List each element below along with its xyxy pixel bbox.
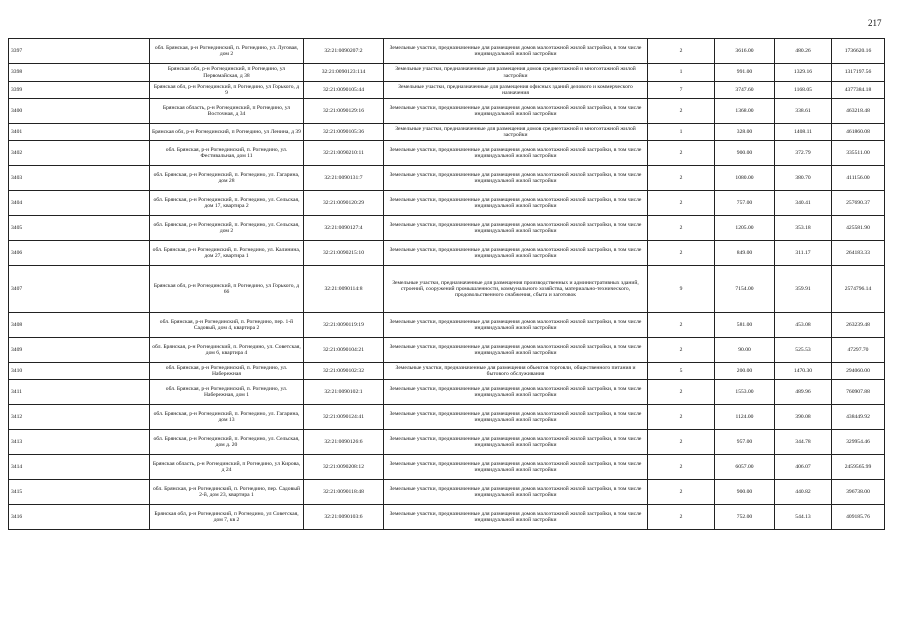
table-row (9, 430, 885, 455)
unit-value-cell: 338.61 (775, 99, 832, 124)
cadastral-value-cell: 2574796.14 (832, 266, 885, 313)
table-row (9, 64, 885, 82)
land-use-cell: Земельные участки, предназначенные для размещения домов малоэтажной жилой застройки, в том числе индивидуальной жилой застройки (384, 166, 648, 191)
table-row (9, 338, 885, 363)
land-use-cell: Земельные участки, предназначенные для размещения домов малоэтажной жилой застройки, в том числе индивидуальной жилой застройки (384, 505, 648, 530)
table-row (9, 241, 885, 266)
cadastral-value-cell: 425581.90 (832, 216, 885, 241)
unit-value-cell: 489.96 (775, 380, 832, 405)
land-use-cell: Земельные участки, предназначенные для размещения домов малоэтажной жилой застройки, в том числе индивидуальной жилой застройки (384, 313, 648, 338)
area-cell: 849.00 (715, 241, 775, 266)
address-cell: Брянская обл, р-н Рогнединский, п Рогнедино, ул Первомайская, д 38 (150, 64, 304, 82)
cadastral-number-cell: 32:21:0090114:8 (304, 266, 384, 313)
group-cell: 1 (648, 124, 715, 141)
area-cell: 1124.00 (715, 405, 775, 430)
row-number-cell: 3403 (9, 166, 150, 191)
area-cell: 1080.00 (715, 166, 775, 191)
cadastral-number-cell: 32:21:0090126:6 (304, 430, 384, 455)
table-row (9, 99, 885, 124)
cadastral-value-cell: 409185.76 (832, 505, 885, 530)
unit-value-cell: 311.17 (775, 241, 832, 266)
area-cell: 900.00 (715, 141, 775, 166)
land-use-cell: Земельные участки, предназначенные для размещения домов среднеэтажной и многоэтажной жилой застройки (384, 64, 648, 82)
cadastral-value-cell: 396738.00 (832, 480, 885, 505)
address-cell: обл. Брянская, р-н Рогнединский, п. Рогнедино, ул. Фестивальная, дом 11 (150, 141, 304, 166)
group-cell: 2 (648, 338, 715, 363)
land-use-cell: Земельные участки, предназначенные для размещения домов малоэтажной жилой застройки, в том числе индивидуальной жилой застройки (384, 405, 648, 430)
unit-value-cell: 372.79 (775, 141, 832, 166)
row-number-cell: 3411 (9, 380, 150, 405)
unit-value-cell: 480.26 (775, 39, 832, 64)
cadastral-number-cell: 32:21:0090215:10 (304, 241, 384, 266)
area-cell: 1368.00 (715, 99, 775, 124)
group-cell: 2 (648, 480, 715, 505)
group-cell: 2 (648, 313, 715, 338)
cadastral-value-cell: 257690.37 (832, 191, 885, 216)
cadastral-value-cell: 294060.00 (832, 363, 885, 380)
table-row (9, 313, 885, 338)
cadastral-value-cell: 438449.92 (832, 405, 885, 430)
group-cell: 2 (648, 166, 715, 191)
unit-value-cell: 1408.11 (775, 124, 832, 141)
row-number-cell: 3405 (9, 216, 150, 241)
group-cell: 5 (648, 363, 715, 380)
address-cell: обл. Брянская, р-н Рогнединский, п. Рогнедино, ул. Сельская, дом 17, квартира 2 (150, 191, 304, 216)
address-cell: обл. Брянская, р-н Рогнединский, п. Рогнедино, ул. Гагарина, дом 28 (150, 166, 304, 191)
area-cell: 1553.00 (715, 380, 775, 405)
area-cell: 3616.00 (715, 39, 775, 64)
group-cell: 7 (648, 82, 715, 99)
group-cell: 2 (648, 39, 715, 64)
cadastral-value-cell: 1317197.56 (832, 64, 885, 82)
cadastral-number-cell: 32:21:0090102:32 (304, 363, 384, 380)
cadastral-number-cell: 32:21:0090210:11 (304, 141, 384, 166)
land-use-cell: Земельные участки, предназначенные для размещения домов малоэтажной жилой застройки, в том числе индивидуальной жилой застройки (384, 241, 648, 266)
unit-value-cell: 344.78 (775, 430, 832, 455)
area-cell: 752.00 (715, 505, 775, 530)
row-number-cell: 3412 (9, 405, 150, 430)
area-cell: 991.00 (715, 64, 775, 82)
table-row (9, 266, 885, 313)
row-number-cell: 3397 (9, 39, 150, 64)
row-number-cell: 3413 (9, 430, 150, 455)
address-cell: Брянская область, р-н Рогнединский, п Рогнедино, ул Восточная, д 34 (150, 99, 304, 124)
land-use-cell: Земельные участки, предназначенные для размещения домов малоэтажной жилой застройки, в том числе индивидуальной жилой застройки (384, 191, 648, 216)
address-cell: обл. Брянская, р-н Рогнединский, п. Рогнедино, ул. Гагарина, дом 13 (150, 405, 304, 430)
table-row (9, 405, 885, 430)
group-cell: 2 (648, 505, 715, 530)
group-cell: 1 (648, 64, 715, 82)
land-use-cell: Земельные участки, предназначенные для размещения домов малоэтажной жилой застройки, в том числе индивидуальной жилой застройки (384, 216, 648, 241)
row-number-cell: 3414 (9, 455, 150, 480)
address-cell: Брянская обл, р-н Рогнединский, п Рогнедино, ул Горького, д 66 (150, 266, 304, 313)
cadastral-number-cell: 32:21:0090120:29 (304, 191, 384, 216)
group-cell: 2 (648, 405, 715, 430)
cadastral-number-cell: 32:21:0090102:1 (304, 380, 384, 405)
address-cell: обл. Брянская, р-н Рогнединский, п. Рогнедино, ул. Сельская, дом 2 (150, 216, 304, 241)
row-number-cell: 3406 (9, 241, 150, 266)
table-row (9, 39, 885, 64)
cadastral-value-cell: 760907.88 (832, 380, 885, 405)
land-use-cell: Земельные участки, предназначенные для размещения домов малоэтажной жилой застройки, в том числе индивидуальной жилой застройки (384, 455, 648, 480)
row-number-cell: 3415 (9, 480, 150, 505)
cadastral-value-cell: 463218.48 (832, 99, 885, 124)
table-row (9, 455, 885, 480)
unit-value-cell: 390.08 (775, 405, 832, 430)
cadastral-value-cell: 461860.08 (832, 124, 885, 141)
area-cell: 3747.60 (715, 82, 775, 99)
area-cell: 6057.00 (715, 455, 775, 480)
unit-value-cell: 1168.05 (775, 82, 832, 99)
land-use-cell: Земельные участки, предназначенные для размещения домов малоэтажной жилой застройки, в том числе индивидуальной жилой застройки (384, 480, 648, 505)
row-number-cell: 3399 (9, 82, 150, 99)
area-cell: 328.00 (715, 124, 775, 141)
row-number-cell: 3401 (9, 124, 150, 141)
unit-value-cell: 453.08 (775, 313, 832, 338)
row-number-cell: 3408 (9, 313, 150, 338)
group-cell: 2 (648, 191, 715, 216)
area-cell: 900.00 (715, 480, 775, 505)
cadastral-value-cell: 329954.46 (832, 430, 885, 455)
land-use-cell: Земельные участки, предназначенные для размещения домов малоэтажной жилой застройки, в том числе индивидуальной жилой застройки (384, 380, 648, 405)
land-use-cell: Земельные участки, предназначенные для размещения домов малоэтажной жилой застройки, в том числе индивидуальной жилой застройки (384, 338, 648, 363)
cadastral-value-cell: 2459565.99 (832, 455, 885, 480)
address-cell: обл. Брянская, р-н Рогнединский, п. Рогнедино, ул. Сельская, дом д. 20 (150, 430, 304, 455)
group-cell: 2 (648, 241, 715, 266)
unit-value-cell: 359.91 (775, 266, 832, 313)
row-number-cell: 3410 (9, 363, 150, 380)
land-use-cell: Земельные участки, предназначенные для размещения объектов торговли, общественного питания и бытового обслуживания (384, 363, 648, 380)
table-row (9, 380, 885, 405)
cadastral-number-cell: 32:21:0090131:7 (304, 166, 384, 191)
unit-value-cell: 1470.30 (775, 363, 832, 380)
cadastral-number-cell: 32:21:0090129:16 (304, 99, 384, 124)
area-cell: 200.00 (715, 363, 775, 380)
table-row (9, 191, 885, 216)
unit-value-cell: 353.18 (775, 216, 832, 241)
address-cell: обл. Брянская, р-н Рогнединский, п. Рогнедино, ул. Калинина, дом 27, квартира 1 (150, 241, 304, 266)
address-cell: обл. Брянская, р-н Рогнединский, п. Рогнедино, ул. Набережная (150, 363, 304, 380)
unit-value-cell: 1329.16 (775, 64, 832, 82)
row-number-cell: 3404 (9, 191, 150, 216)
row-number-cell: 3409 (9, 338, 150, 363)
cadastral-number-cell: 32:21:0090123:114 (304, 64, 384, 82)
land-use-cell: Земельные участки, предназначенные для размещения домов малоэтажной жилой застройки, в том числе индивидуальной жилой застройки (384, 99, 648, 124)
address-cell: обл. Брянская, р-н Рогнединский, п. Рогнедино, пер. 1-й Садовый, дом 4, квартира 2 (150, 313, 304, 338)
cadastral-value-cell: 264183.33 (832, 241, 885, 266)
land-use-cell: Земельные участки, предназначенные для размещения производственных и административных зданий, строений, сооружений промышленности, коммунального хозяйства, материально-технического, продовольственного снабжения, сбыта и заготовок (384, 266, 648, 313)
land-use-cell: Земельные участки, предназначенные для размещения домов малоэтажной жилой застройки, в том числе индивидуальной жилой застройки (384, 39, 648, 64)
row-number-cell: 3416 (9, 505, 150, 530)
cadastral-value-cell: 4377384.18 (832, 82, 885, 99)
group-cell: 2 (648, 216, 715, 241)
unit-value-cell: 380.70 (775, 166, 832, 191)
area-cell: 757.00 (715, 191, 775, 216)
area-cell: 90.00 (715, 338, 775, 363)
address-cell: Брянская обл, р-н Рогнединский, п Рогнедино, ул Советская, дом 7, кв 2 (150, 505, 304, 530)
cadastral-value-cell: 47297.70 (832, 338, 885, 363)
area-cell: 7154.00 (715, 266, 775, 313)
unit-value-cell: 406.07 (775, 455, 832, 480)
address-cell: Брянская обл, р-н Рогнединский, п Рогнедино, ул Ленина, д 39 (150, 124, 304, 141)
cadastral-number-cell: 32:21:0090119:19 (304, 313, 384, 338)
row-number-cell: 3407 (9, 266, 150, 313)
cadastral-value-cell: 335511.00 (832, 141, 885, 166)
address-cell: обл. Брянская, р-н Рогнединский, п. Рогнедино, ул. Луговая, дом 2 (150, 39, 304, 64)
group-cell: 9 (648, 266, 715, 313)
land-use-cell: Земельные участки, предназначенные для размещения офисных зданий делового и коммерческого назначения (384, 82, 648, 99)
unit-value-cell: 340.41 (775, 191, 832, 216)
table-row (9, 505, 885, 530)
cadastral-number-cell: 32:21:0090207:2 (304, 39, 384, 64)
cadastral-number-cell: 32:21:0090208:12 (304, 455, 384, 480)
table-body (9, 39, 885, 530)
unit-value-cell: 544.13 (775, 505, 832, 530)
group-cell: 2 (648, 455, 715, 480)
table-row (9, 124, 885, 141)
row-number-cell: 3398 (9, 64, 150, 82)
land-use-cell: Земельные участки, предназначенные для размещения домов малоэтажной жилой застройки, в том числе индивидуальной жилой застройки (384, 430, 648, 455)
cadastral-number-cell: 32:21:0090103:6 (304, 505, 384, 530)
group-cell: 2 (648, 430, 715, 455)
address-cell: обл. Брянская, р-н Рогнединский, п. Рогнедино, ул. Набережная, дом 1 (150, 380, 304, 405)
cadastral-number-cell: 32:21:0090105:44 (304, 82, 384, 99)
table-row (9, 363, 885, 380)
unit-value-cell: 440.82 (775, 480, 832, 505)
area-cell: 1205.00 (715, 216, 775, 241)
table-row (9, 141, 885, 166)
table-row (9, 82, 885, 99)
area-cell: 581.00 (715, 313, 775, 338)
group-cell: 2 (648, 141, 715, 166)
table-row (9, 166, 885, 191)
address-cell: Брянская обл, р-н Рогнединский, п Рогнедино, ул Горького, д 9 (150, 82, 304, 99)
address-cell: обл. Брянская, р-н Рогнединский, п. Рогнедино, ул. Советская, дом 6, квартира 4 (150, 338, 304, 363)
land-use-cell: Земельные участки, предназначенные для размещения домов среднеэтажной и многоэтажной жилой застройки (384, 124, 648, 141)
address-cell: обл. Брянская, р-н Рогнединский, п. Рогнедино, пер. Садовый 2-й, дом 23, квартира 1 (150, 480, 304, 505)
row-number-cell: 3400 (9, 99, 150, 124)
address-cell: Брянская область, р-н Рогнединский, п Рогнедино, ул Кирова, д 24 (150, 455, 304, 480)
cadastral-number-cell: 32:21:0090105:36 (304, 124, 384, 141)
cadastral-value-cell: 1736620.16 (832, 39, 885, 64)
cadastral-value-cell: 411156.00 (832, 166, 885, 191)
unit-value-cell: 525.53 (775, 338, 832, 363)
cadastral-number-cell: 32:21:0090104:21 (304, 338, 384, 363)
table-row (9, 480, 885, 505)
row-number-cell: 3402 (9, 141, 150, 166)
cadastral-value-table (8, 38, 885, 530)
group-cell: 2 (648, 99, 715, 124)
area-cell: 957.00 (715, 430, 775, 455)
cadastral-value-cell: 263239.48 (832, 313, 885, 338)
land-use-cell: Земельные участки, предназначенные для размещения домов малоэтажной жилой застройки, в том числе индивидуальной жилой застройки (384, 141, 648, 166)
page-number: 217 (868, 18, 882, 28)
cadastral-number-cell: 32:21:0090124:41 (304, 405, 384, 430)
cadastral-number-cell: 32:21:0090118:48 (304, 480, 384, 505)
table-row (9, 216, 885, 241)
cadastral-number-cell: 32:21:0090127:4 (304, 216, 384, 241)
group-cell: 2 (648, 380, 715, 405)
